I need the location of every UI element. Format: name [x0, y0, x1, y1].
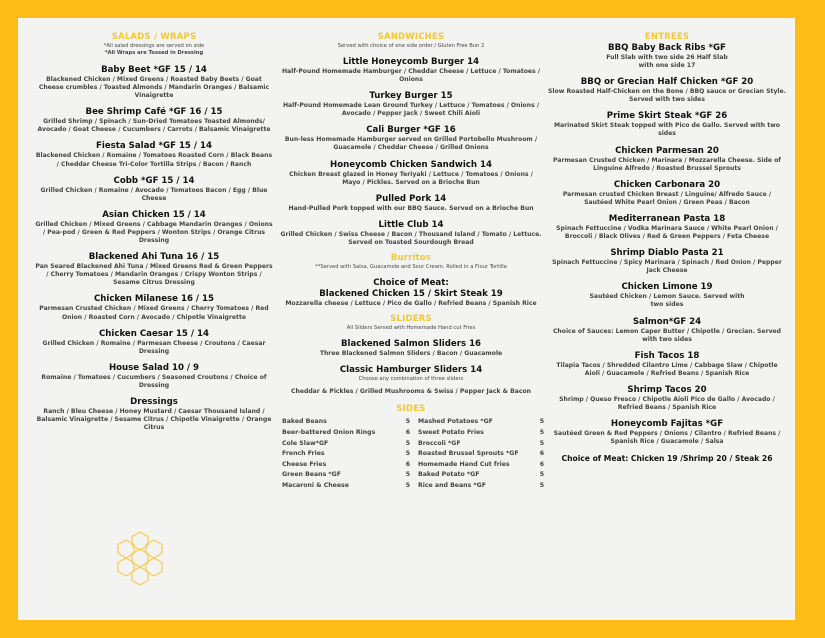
item-name: Fish Tacos 18: [634, 350, 700, 361]
item-desc: Sautéed Chicken / Lemon Sauce. Served with two sides: [589, 293, 745, 309]
item-desc: Half-Pound Homemade Lean Ground Turkey / Lettuce / Tomatoes / Onions / Avocado / Pepper Jack / Sweet Chili Aioli: [282, 102, 540, 118]
menu-item: [280, 194, 542, 213]
side-price: 5: [405, 471, 410, 479]
menu-item: [34, 294, 274, 321]
burrito-item: [280, 278, 542, 308]
menu-item: [34, 252, 274, 287]
item-desc: Blackened Chicken / Romaine / Tomatoes Roasted Corn / Black Beans / Cheddar Cheese Tri-Color Tortilla Strips / Bacon / Ranch: [35, 152, 273, 168]
sandwiches-column: [280, 32, 542, 491]
item-desc: Mozzarella cheese / Lettuce / Pico de Gallo / Refried Beans / Spanish Rice: [285, 300, 537, 308]
item-desc: Grilled Chicken / Romaine / Avocado / Tomatoes Bacon / Egg / Blue Cheese: [40, 186, 268, 202]
item-desc: Spinach Fettuccine / Spicy Marinara / Spinach / Red Onion / Pepper Jack Cheese: [552, 259, 782, 275]
item-desc: Marinated Skirt Steak topped with Pico de Gallo. Served with two sides: [553, 122, 780, 138]
item-name: Pulled Pork 14: [375, 193, 447, 204]
item-desc: Sautéed Green & Red Peppers / Onions / Cilantro / Refried Beans / Spanish Rice / Guacamole / Salsa: [553, 430, 781, 446]
entrees-column: [548, 32, 786, 464]
fajita-meat-choice: Choice of Meat: Chicken 19 /Shrimp 20 / Steak 26: [561, 454, 773, 464]
item-desc: Choice of Sauces: Lemon Caper Butter / Chipotle / Grecian. Served with two sides: [552, 327, 782, 343]
menu-item: [280, 220, 542, 247]
menu-item: [548, 351, 786, 378]
menu-item: [34, 210, 274, 245]
side-name: Baked Beans: [282, 418, 327, 426]
menu-item: [548, 248, 786, 275]
side-name: Beer-battered Onion Rings: [282, 428, 376, 436]
salads-column: [34, 32, 274, 432]
burritos-note: **Served with Salsa, Guacamole and Sour Cream. Rolled in a Flour Tortilla: [315, 264, 507, 271]
side-name: Homemade Hand Cut fries: [418, 460, 510, 468]
item-name: Blackened Ahi Tuna 16 / 15: [88, 252, 220, 263]
side-price: 5: [405, 481, 410, 489]
item-name: House Salad 10 / 9: [108, 362, 200, 373]
side-price: 5: [539, 428, 544, 436]
side-name: Broccoli *GF: [418, 439, 461, 447]
menu-item: [548, 317, 786, 344]
item-desc: Parmesan Crusted Chicken / Mixed Greens / Cherry Tomatoes / Red Onion / Roasted Corn / Avocado / Chipotle Vinaigrette: [39, 305, 269, 321]
burrito-meat-prices: Blackened Chicken 15 / Skirt Steak 19: [319, 289, 503, 300]
item-name: BBQ Baby Back Ribs *GF: [608, 43, 726, 53]
menu-item: [34, 329, 274, 356]
menu-item: [34, 65, 274, 100]
item-desc: Grilled Chicken / Mixed Greens / Cabbage Mandarin Oranges / Onions / Pea-pod / Green & Red Peppers / Wonton Strips / Orange Citrus Dressing: [35, 220, 273, 245]
menu-item: [548, 214, 786, 241]
side-price: 6: [405, 428, 410, 436]
sliders-heading: SLIDERS: [390, 314, 432, 325]
menu-item: [548, 385, 786, 412]
side-price: 5: [405, 439, 410, 447]
side-price: 6: [405, 460, 410, 468]
side-name: Green Beans *GF: [282, 471, 341, 479]
item-desc: Three Blackened Salmon Sliders / Bacon / Guacamole: [319, 350, 503, 358]
menu-item: [280, 160, 542, 187]
item-name: Asian Chicken 15 / 14: [102, 209, 206, 220]
item-name: Dressings: [130, 396, 178, 407]
item-name: Little Honeycomb Burger 14: [342, 57, 480, 67]
side-name: Roasted Brussel Sprouts *GF: [418, 450, 519, 458]
entrees-heading: ENTREES: [644, 32, 690, 42]
menu-item: [280, 91, 542, 118]
item-desc: Blackened Chicken / Mixed Greens / Roasted Baby Beets / Goat Cheese crumbles / Toasted Almonds / Mandarin Oranges / Balsamic Vinaigrette: [38, 76, 270, 100]
item-name: Shrimp Tacos 20: [627, 384, 707, 395]
item-desc: Hand-Pulled Pork topped with our BBQ Sauce. Served on a Brioche Bun: [288, 204, 534, 212]
item-name: BBQ or Grecian Half Chicken *GF 20: [580, 77, 754, 88]
item-name: Baby Beet *GF 15 / 14: [101, 65, 207, 75]
dressings: [34, 397, 274, 432]
item-name: Shrimp Diablo Pasta 21: [610, 248, 724, 259]
item-desc: Parmesan Crusted Chicken / Marinara / Mozzarella Cheese. Side of Linguine Alfredo / Roasted Brussel Sprouts: [553, 156, 781, 172]
sides-table: [282, 417, 542, 491]
sandwiches-note: Served with choice of one side order / Gluten Free Bun 2: [337, 43, 485, 49]
item-desc: Romaine / Tomatoes / Cucumbers / Seasoned Croutons / Choice of Dressing: [41, 373, 267, 389]
menu-item: [548, 77, 786, 104]
item-name: Fiesta Salad *GF 15 / 14: [96, 141, 212, 152]
side-price: 5: [539, 471, 544, 479]
menu-item: [280, 57, 542, 84]
item-name: Chicken Carbonara 20: [613, 179, 721, 190]
item-desc: Full Slab with two side 26 Half Slab with one side 17: [606, 54, 728, 70]
burritos-heading: Burritos: [390, 253, 432, 264]
side-name: Sweet Potato Fries: [418, 428, 484, 436]
side-name: Rice and Beans *GF: [418, 481, 486, 489]
side-price: 5: [539, 481, 544, 489]
item-desc: Grilled Chicken / Swiss Cheese / Bacon / Thousand Island / Tomato / Lettuce. Served on Toasted Sourdough Bread: [280, 230, 542, 246]
menu-item: [280, 125, 542, 152]
menu-item: [548, 282, 786, 309]
menu-item: [548, 146, 786, 173]
item-desc: Parmesan crusted Chicken Breast / Linguine/ Alfredo Sauce / Sautéed White Pearl Onion / Green Peas / Bacon: [562, 190, 772, 206]
item-desc: Pan Seared Blackened Ahi Tuna / Mixed Greens Red & Green Peppers / Cherry Tomatoes / Mandarin Oranges / Crispy Wonton Strips / Sesame Citrus Dressing: [35, 263, 273, 287]
item-desc: Tilapia Tacos / Shredded Cilantro Lime / Cabbage Slaw / Chipotle Aioli / Guacamole / Refried Beans / Spanish Rice: [556, 361, 778, 377]
side-name: Cole Slaw*GF: [282, 439, 329, 447]
menu-item: [34, 363, 274, 390]
side-name: Baked Potato *GF: [418, 471, 480, 479]
item-desc: Chicken Breast glazed in Honey Teriyaki / Lettuce / Tomatoes / Onions / Mayo / Pickles. Served on a Brioche Bun: [289, 170, 533, 186]
item-name: Honeycomb Chicken Sandwich 14: [330, 159, 492, 170]
item-name: Prime Skirt Steak *GF 26: [606, 111, 728, 122]
menu-item: [548, 43, 786, 70]
item-name: Honeycomb Fajitas *GF: [610, 419, 724, 430]
side-price: 5: [539, 439, 544, 447]
item-name: Chicken Limone 19: [621, 282, 713, 293]
side-name: Cheese Fries: [282, 460, 327, 468]
item-desc: Grilled Chicken / Romaine / Parmesan Cheese / Croutons / Caesar Dressing: [42, 339, 266, 355]
item-name: Mediterranean Pasta 18: [608, 213, 726, 224]
wraps-note: *All Wraps are Tossed in Dressing: [104, 50, 204, 56]
menu-item: [280, 365, 542, 396]
item-desc: Shrimp / Queso Fresco / Chipotle Aioli Pico de Gallo / Avocado / Refried Beans / Spanish Rice: [559, 395, 775, 411]
menu-item: [34, 176, 274, 203]
menu-item: [548, 111, 786, 138]
item-note: Choose any combination of three sliders: [358, 376, 464, 383]
item-desc: Spinach Fettuccine / Vodka Marinara Sauce / White Pearl Onion / Broccoli / Black Olives / Red & Green Peppers / Feta Cheese: [556, 224, 778, 241]
side-name: French Fries: [282, 450, 325, 458]
sliders-note: All Sliders Served with Homemade Hand cut Fries: [346, 325, 476, 332]
side-name: Macaroni & Cheese: [282, 481, 349, 489]
menu-item: [548, 419, 786, 446]
item-name: Little Club 14: [378, 219, 444, 230]
menu-page: [18, 18, 795, 620]
item-desc: Slow Roasted Half-Chicken on the Bone / BBQ sauce or Grecian Style. Served with two sides: [548, 88, 786, 104]
side-name: Mashed Potatoes *GF: [418, 418, 493, 426]
side-price: 6: [539, 460, 544, 468]
item-desc: Bun-less Homemade Hamburger served on Grilled Portobello Mushroom / Guacamole / Cheddar Cheese / Grilled Onions: [284, 136, 538, 152]
side-price: 5: [405, 418, 410, 426]
item-desc: Ranch / Bleu Cheese / Honey Mustard / Caesar Thousand Island / Balsamic Vinaigrette / Sesame Citrus / Chipotle Vinaigrette / Orange Citrus: [36, 407, 272, 432]
menu-item: [34, 141, 274, 168]
side-price: 5: [405, 450, 410, 458]
item-name: Classic Hamburger Sliders 14: [339, 365, 483, 376]
salads-note: *All salad dressings are served on side: [103, 43, 205, 49]
side-price: 5: [539, 418, 544, 426]
sandwiches-heading: SANDWICHES: [377, 32, 445, 42]
item-name: Cobb *GF 15 / 14: [113, 175, 195, 186]
item-name: Salmon*GF 24: [632, 316, 702, 327]
item-desc: Half-Pound Homemade Hamburger / Cheddar Cheese / Lettuce / Tomatoes / Onions: [281, 68, 541, 84]
honeycomb-icon: [110, 530, 170, 594]
item-name: Cali Burger *GF 16: [366, 125, 456, 136]
item-name: Blackened Salmon Sliders 16: [340, 339, 482, 350]
item-desc: Grilled Shrimp / Spinach / Sun-Dried Tomatoes Toasted Almonds/ Avocado / Goat Cheese / Cucumbers / Carrots / Balsamic Vinaigrette: [37, 118, 271, 134]
menu-item: [34, 107, 274, 134]
menu-item: [548, 180, 786, 207]
item-name: Turkey Burger 15: [369, 91, 453, 102]
item-name: Chicken Milanese 16 / 15: [93, 294, 215, 305]
item-desc: Cheddar & Pickles / Grilled Mushrooms & Swiss / Pepper Jack & Bacon: [291, 388, 531, 396]
item-name: Chicken Parmesan 20: [615, 145, 719, 156]
burrito-meat-heading: Choice of Meat:: [373, 278, 449, 289]
item-name: Chicken Caesar 15 / 14: [98, 328, 209, 339]
sides-heading: SIDES: [396, 404, 426, 415]
menu-item: [280, 339, 542, 358]
item-name: Bee Shrimp Café *GF 16 / 15: [85, 107, 223, 118]
side-price: 6: [539, 450, 544, 458]
salads-heading: SALADS / WRAPS: [111, 32, 197, 42]
